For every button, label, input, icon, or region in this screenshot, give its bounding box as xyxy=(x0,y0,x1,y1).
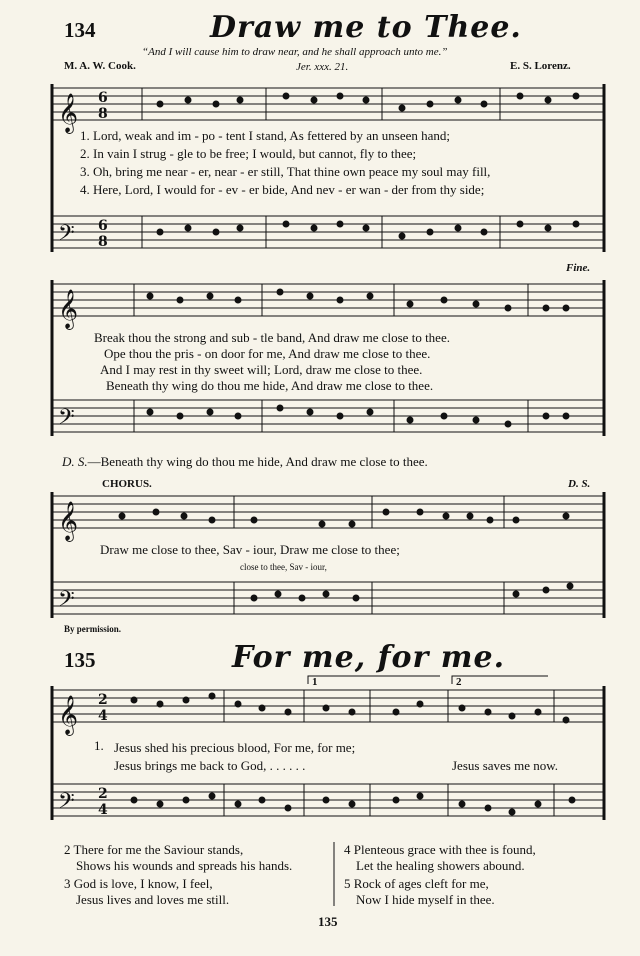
composer-left: M. A. W. Cook. xyxy=(64,60,136,72)
verse1-line2-b: Jesus saves me now. xyxy=(452,758,559,773)
chorus-lyric: Draw me close to thee, Sav - iour, Draw me close to thee; xyxy=(100,542,400,557)
refrain-line-1: Break thou the strong and sub - tle band, And draw me close to thee. xyxy=(94,330,450,345)
verse-4: 4 Plenteous grace with thee is found, Let the healing showers abound. xyxy=(344,842,536,873)
treble-clef-icon: 𝄞 xyxy=(58,501,79,541)
permission-note: By permission. xyxy=(64,624,122,634)
svg-text:6: 6 xyxy=(98,218,108,234)
hymn-title: For me, for me. xyxy=(232,640,506,675)
verse1-number: 1. xyxy=(94,738,104,753)
treble-clef-icon: 𝄞 xyxy=(58,289,79,329)
fine-marking: Fine. xyxy=(566,262,591,274)
svg-text:4: 4 xyxy=(98,802,108,818)
verse-line-3: 3. Oh, bring me near - er, near - er still, That thine own peace my soul may fill, xyxy=(80,164,491,179)
hymn-title: Draw me to Thee. xyxy=(210,10,522,45)
verse-3: 3 God is love, I know, I feel, Jesus lives and loves me still. xyxy=(64,876,230,907)
svg-text:6: 6 xyxy=(98,90,108,106)
svg-text:2: 2 xyxy=(98,786,108,802)
bass-clef-icon: 𝄢 xyxy=(58,221,75,251)
page-number: 135 xyxy=(318,914,338,929)
treble-clef-icon: 𝄞 xyxy=(58,93,79,133)
bass-clef-icon: 𝄢 xyxy=(58,587,75,617)
ds-line xyxy=(62,454,428,470)
refrain-line-4: Beneath thy wing do thou me hide, And draw me close to thee. xyxy=(106,378,434,393)
scripture-reference: Jer. xxx. 21. xyxy=(296,61,349,73)
chorus-label: CHORUS. xyxy=(102,478,152,490)
ds-text: —Beneath thy wing do thou me hide, And draw me close to thee. xyxy=(87,454,428,469)
ending-2: 2 xyxy=(456,676,462,688)
ending-1: 1 xyxy=(312,676,318,688)
treble-clef-icon: 𝄞 xyxy=(58,695,79,735)
refrain-line-2: Ope thou the pris - on door for me, And draw me close to thee. xyxy=(104,346,431,361)
svg-text:8: 8 xyxy=(98,234,108,250)
verse1-block xyxy=(94,738,104,754)
bass-clef-icon: 𝄢 xyxy=(58,789,75,819)
epigraph: “And I will cause him to draw near, and he shall approach unto me.” xyxy=(142,46,448,58)
verse1-line2-a: Jesus brings me back to God, . . . . . . xyxy=(114,758,306,773)
verse-5: 5 Rock of ages cleft for me, Now I hide myself in thee. xyxy=(344,876,495,907)
verse-line-2: 2. In vain I strug - gle to be free; I would, but cannot, fly to thee; xyxy=(80,146,417,161)
hymn-number: 134 xyxy=(64,18,96,42)
refrain-line-3: And I may rest in thy sweet will; Lord, draw me close to thee. xyxy=(100,362,423,377)
svg-text:8: 8 xyxy=(98,106,108,122)
composer-right: E. S. Lorenz. xyxy=(510,60,571,72)
hymn-number: 135 xyxy=(64,648,96,672)
bass-clef-icon: 𝄢 xyxy=(58,405,75,435)
ds-label: D. S. xyxy=(62,454,88,469)
chorus-bass-lyric: close to thee, Sav - iour, xyxy=(240,562,327,572)
verse1-line1: Jesus shed his precious blood, For me, for me; xyxy=(114,740,356,755)
svg-text:4: 4 xyxy=(98,708,108,724)
verse-2: 2 There for me the Saviour stands, Shows his wounds and spreads his hands. xyxy=(64,842,293,873)
verse-line-4: 4. Here, Lord, I would for - ev - er bide, And nev - er wan - der from thy side; xyxy=(80,182,485,197)
verse-line-1: 1. Lord, weak and im - po - tent I stand, As fettered by an unseen hand; xyxy=(80,128,451,143)
ds-marking: D. S. xyxy=(568,478,591,490)
svg-text:2: 2 xyxy=(98,692,108,708)
